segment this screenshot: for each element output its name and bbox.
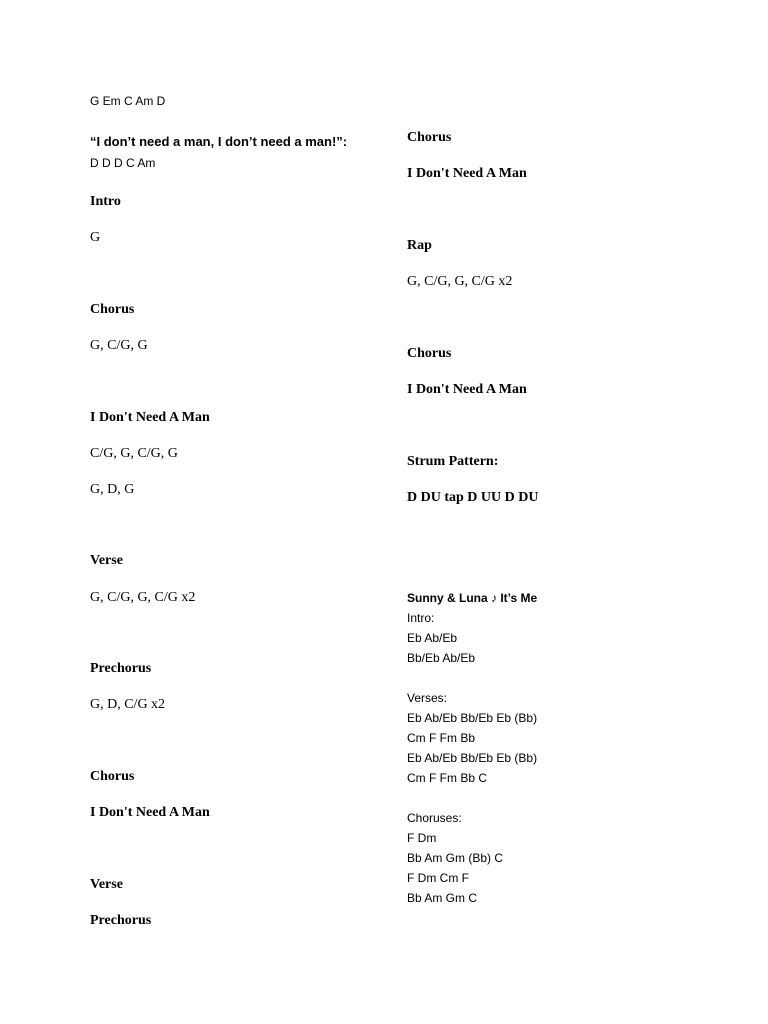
verses-chords-line: Eb Ab/Eb Bb/Eb Eb (Bb) (407, 711, 538, 725)
intro-chords-line: Eb Ab/Eb (407, 631, 458, 645)
verse-chords: G, C/G, G, C/G x2 (90, 590, 196, 605)
chorus-subheading: I Don't Need A Man (90, 805, 210, 820)
choruses-chords-line: F Dm Cm F (407, 871, 469, 885)
section-heading-i-dont-need-a-man: I Don't Need A Man (90, 410, 210, 425)
section-chords-line: C/G, G, C/G, G (90, 446, 178, 461)
verses-chords-line: Cm F Fm Bb (407, 731, 475, 745)
choruses-chords-line: Bb Am Gm (Bb) C (407, 851, 504, 865)
strum-pattern: D DU tap D UU D DU (407, 490, 539, 505)
chorus-heading: Chorus (90, 769, 135, 784)
strum-heading: Strum Pattern: (407, 454, 499, 469)
quote-chords: D D D C Am (90, 156, 156, 170)
song-title: Sunny & Luna ♪ It’s Me (407, 591, 538, 605)
intro-label: Intro: (407, 611, 435, 625)
chorus-heading: Chorus (407, 346, 452, 361)
rap-chords: G, C/G, G, C/G x2 (407, 274, 513, 289)
choruses-chords-line: Bb Am Gm C (407, 891, 478, 905)
chorus-heading: Chorus (90, 302, 135, 317)
prechorus-chords: G, D, C/G x2 (90, 697, 166, 712)
chorus-heading: Chorus (407, 130, 452, 145)
verse-heading: Verse (90, 877, 123, 892)
intro-chords: G (90, 230, 101, 245)
section-chords-line: G, D, G (90, 482, 135, 497)
chorus-subheading: I Don't Need A Man (407, 382, 527, 397)
verses-label: Verses: (407, 691, 448, 705)
intro-heading: Intro (90, 194, 121, 209)
choruses-chords-line: F Dm (407, 831, 437, 845)
choruses-label: Choruses: (407, 811, 462, 825)
rap-heading: Rap (407, 238, 432, 253)
quote-line: “I don’t need a man, I don’t need a man!”: (90, 134, 348, 149)
chorus-chords: G, C/G, G (90, 338, 148, 353)
verse-heading: Verse (90, 553, 123, 568)
chorus-subheading: I Don't Need A Man (407, 166, 527, 181)
verses-chords-line: Eb Ab/Eb Bb/Eb Eb (Bb) (407, 751, 538, 765)
top-chords: G Em C Am D (90, 94, 166, 108)
prechorus-heading: Prechorus (90, 661, 152, 676)
prechorus-heading: Prechorus (90, 913, 152, 928)
intro-chords-line: Bb/Eb Ab/Eb (407, 651, 476, 665)
verses-chords-line: Cm F Fm Bb C (407, 771, 487, 785)
